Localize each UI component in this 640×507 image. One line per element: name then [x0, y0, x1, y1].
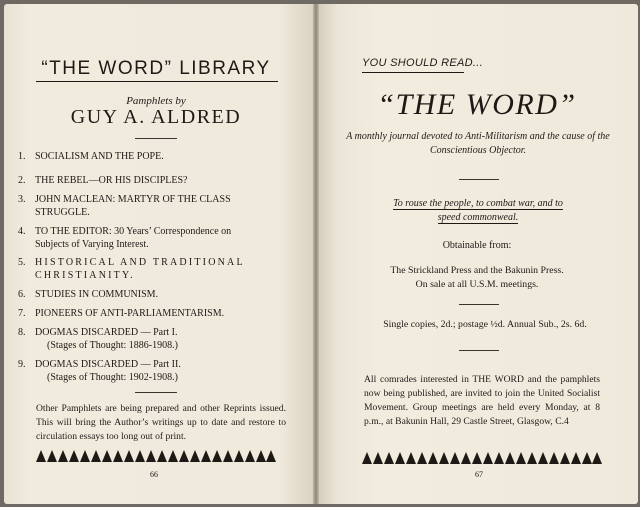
price-info: Single copies, 2d.; postage ½d. Annual Sub., 2s. 6d.: [383, 319, 587, 330]
divider: [459, 304, 499, 305]
book-gutter: [313, 4, 319, 504]
author-name: GUY A. ALDRED: [70, 106, 242, 128]
divider: [135, 392, 177, 393]
right-page: [316, 4, 638, 504]
divider: [459, 179, 499, 180]
you-should-read-heading: YOU SHOULD READ...: [362, 57, 483, 69]
meeting-notice: All comrades interested in THE WORD and the pamphlets now being published, are invited to join the United Socialist Movement. Group meetings are held every Monday, at 8 p.m., at Bakunin Hall, 29 Castle Street, Glasgow, C.4: [364, 374, 600, 427]
page-number: 67: [475, 470, 483, 479]
page-number: 66: [150, 470, 158, 479]
ornament-border: [36, 450, 276, 462]
obtainable-label: Obtainable from:: [442, 240, 512, 251]
press-info: The Strickland Press and the Bakunin Press. On sale at all U.S.M. meetings.: [390, 265, 564, 290]
divider: [459, 350, 499, 351]
title-underline: [36, 81, 278, 82]
motto: To rouse the people, to combat war, and to speed commonweal.: [393, 198, 563, 223]
pamphlets-by-label: Pamphlets by: [126, 95, 186, 107]
library-title: “THE WORD” LIBRARY: [41, 58, 271, 79]
divider: [135, 138, 177, 139]
journal-description: A monthly journal devoted to Anti-Militarism and the cause of the Conscientious Objector.: [346, 131, 610, 156]
ornament-border: [362, 452, 602, 464]
book-spread: “THE WORD” LIBRARY Pamphlets by GUY A. ALDRED 1. SOCIALISM AND THE POPE. 2. THE REBEL—OR HIS DISCIPLES? 3. JOHN MACLEAN: MARTYR OF THE CLASS STRUGGLE. 4. TO THE EDITOR: 30 Years’ Correspondence on Subjects of Varying Interest. 5. HISTORICAL AND TRADITIONAL CHRISTIANITY. 6. STUDIES IN COMMUNISM. 7. PIONEERS OF ANTI-PARLIAMENTARISM. 8. DOGMAS DISCARDED — Part I. (Stages of Thought: 1886-1908.) 9. DOGMAS DISCARDED — Part II. (Stages of Thought: 1902-1908.) Other Pamphlets are being prepared and other Reprints issued. This will bring the Author’s writings up to date and restore to circulation essays too long out of print. 66 YOU SHOULD READ... “THE WORD” A monthly journal devoted to Anti-Militarism and the cause of the Conscientious Objector. To rouse the people, to combat war, and to speed commonweal. Obtainable from: The Strickland Press and the Bakunin Press. On sale at all U.S.M. meetings. Single copies, 2d.; postage ½d. Annual Sub., 2s. 6d. All comrades interested in THE WORD and the pamphlets now being published, are invited to join the United Socialist Movement. Group meetings are held every Monday, at 8 p.m., at Bakunin Hall, 29 Castle Street, Glasgow, C.4 67: [0, 0, 640, 507]
journal-title: “THE WORD”: [377, 88, 577, 121]
other-pamphlets-note: Other Pamphlets are being prepared and other Reprints issued. This will bring the Author’s writings up to date and restore to circulation essays too long out of print.: [36, 403, 286, 442]
heading-underline: [362, 72, 464, 73]
